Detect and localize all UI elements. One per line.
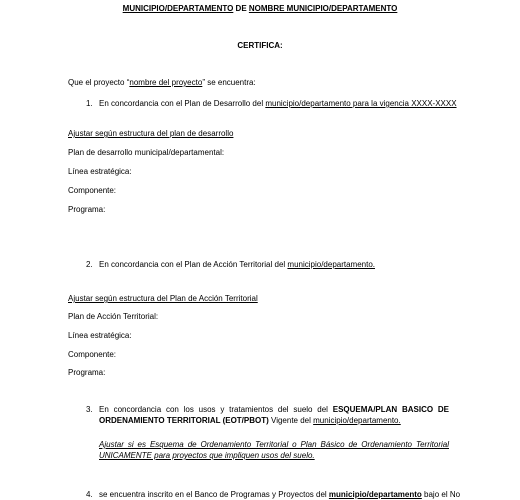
field-linea-estrategica: Línea estratégica: (68, 167, 132, 176)
item3-eot-pbot: ESQUEMA/PLAN BASICO DE ORDENAMIENTO TERRITORIAL (EOT/PBOT) (99, 405, 449, 425)
title-municipio: MUNICIPIO/DEPARTAMENTO (122, 4, 234, 13)
field-programa-2: Programa: (68, 368, 106, 377)
item1-number: 1. (86, 99, 93, 108)
item3-note-line2: UNICAMENTE para proyectos que impliquen usos del suelo. (99, 451, 315, 460)
project-name: nombre del proyecto (129, 78, 203, 87)
field-componente-2: Componente: (68, 350, 117, 359)
item3-pre: En concordancia con los usos y tratamientos del suelo del (99, 405, 333, 414)
field-plan-accion: Plan de Acción Territorial: (68, 312, 159, 321)
item2-text (99, 261, 375, 269)
document-title (0, 5, 520, 13)
item4-text (99, 491, 460, 499)
item3-number: 3. (86, 405, 93, 414)
title-connector: DE (233, 4, 249, 13)
intro-line (68, 79, 256, 87)
plan-accion-heading: Ajustar según estructura del Plan de Acción Territorial (68, 294, 258, 303)
field-linea-estrategica-2: Línea estratégica: (68, 331, 132, 340)
field-programa: Programa: (68, 205, 106, 214)
item3-text (99, 404, 449, 426)
item3-mid: Vigente del (268, 416, 314, 425)
item1-text (99, 100, 457, 108)
title-nombre-municipio: NOMBRE MUNICIPIO/DEPARTAMENTO (248, 4, 398, 13)
item2-municipio-link: municipio/departamento. (287, 260, 376, 269)
intro-pre: Que el proyecto “ (68, 78, 130, 87)
field-componente: Componente: (68, 186, 117, 195)
item4-number: 4. (86, 490, 93, 499)
plan-desarrollo-heading: Ajustar según estructura del plan de desarrollo (68, 129, 234, 138)
item4-post: bajo el No (421, 490, 461, 499)
item3-note (99, 439, 449, 461)
item1-municipio-link: municipio/departamento para la vigencia XXXX-XXXX (265, 99, 457, 108)
item1-pre: En concordancia con el Plan de Desarrollo del (99, 99, 266, 108)
intro-post: ” se encuentra: (202, 78, 256, 87)
item4-municipio: municipio/departamento (328, 490, 422, 499)
certifica-heading: CERTIFICA: (237, 41, 283, 50)
item4-pre: se encuentra inscrito en el Banco de Programas y Proyectos del (99, 490, 329, 499)
item3-note-line1: Ajustar si es Esquema de Ordenamiento Territorial o Plan Básico de Ordenamiento Territorial (99, 440, 449, 449)
item3-municipio-link: municipio/departamento. (313, 416, 401, 425)
item2-pre: En concordancia con el Plan de Acción Territorial del (99, 260, 288, 269)
field-plan-desarrollo: Plan de desarrollo municipal/departamental: (68, 148, 225, 157)
item2-number: 2. (86, 260, 93, 269)
